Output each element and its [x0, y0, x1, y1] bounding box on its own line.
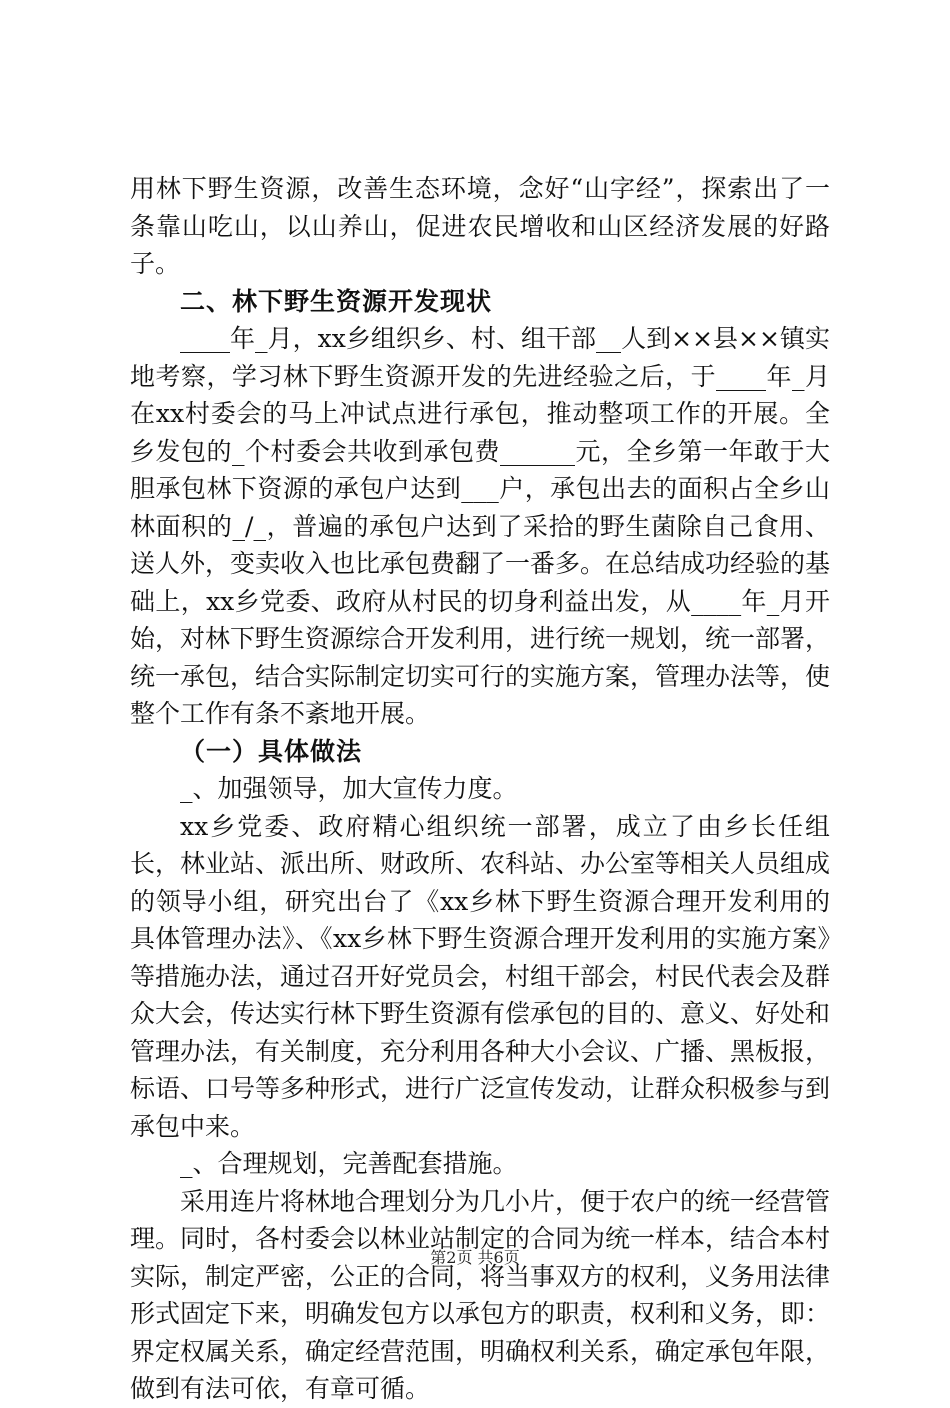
item-heading-leadership: _、加强领导，加大宣传力度。	[180, 774, 518, 803]
section-heading-development-status: 二、林下野生资源开发现状	[180, 286, 493, 316]
item-heading-planning: _、合理规划，完善配套措施。	[180, 1149, 518, 1178]
paragraph-leadership-detail: xx乡党委、政府精心组织统一部署，成立了由乡长任组长，林业站、派出所、财政所、农科站、办公室等相关人员组成的领导小组，研究出台了《xx乡林下野生资源合理开发利用的具体管理办法》、《xx乡林下野生资源合理开发利用的实施方案》等措施办法，通过召开好党员会，村组干部会，村民代表会及群众大会，传达实行林下野生资源有偿承包的目的、意义、好处和管理办法，有关制度，充分利用各种大小会议、广播、黑板报，标语、口号等多种形式，进行广泛宣传发动，让群众积极参与到承包中来。	[130, 811, 831, 1141]
document-body	[130, 170, 830, 1408]
paragraph-continuation: 用林下野生资源，改善生态环境，念好“山字经”，探索出了一条靠山吃山，以山养山，促进农民增收和山区经济发展的好路子。	[130, 174, 830, 278]
page-number-footer: 第2页 共6页	[430, 1248, 520, 1267]
subsection-heading-methods: （一）具体做法	[180, 736, 363, 766]
paragraph-status-detail: ____年_月，xx乡组织乡、村、组干部__人到××县××镇实地考察，学习林下野生资源开发的先进经验之后，于____年_月在xx村委会的马上冲试点进行承包，推动整项工作的开展。全乡发包的_个村委会共收到承包费______元，全乡第一年敢于大胆承包林下资源的承包户达到___户，承包出去的面积占全乡山林面积的_/_，普遍的承包户达到了采拾的野生菌除自己食用、送人外，变卖收入也比承包费翻了一番多。在总结成功经验的基础上，xx乡党委、政府从村民的切身利益出发，从____年_月开始，对林下野生资源综合开发利用，进行统一规划，统一部署，统一承包，结合实际制定切实可行的实施方案，管理办法等，使整个工作有条不紊地开展。	[130, 324, 831, 728]
paragraph-planning-detail: 采用连片将林地合理划分为几小片，便于农户的统一经营管理。同时，各村委会以林业站制定的合同为统一样本，结合本村实际，制定严密，公正的合同，将当事双方的权利，义务用法律形式固定下来，明确发包方以承包方的职责，权利和义务，即：界定权属关系，确定经营范围，明确权利关系，确定承包年限，做到有法可依，有章可循。	[130, 1186, 831, 1403]
